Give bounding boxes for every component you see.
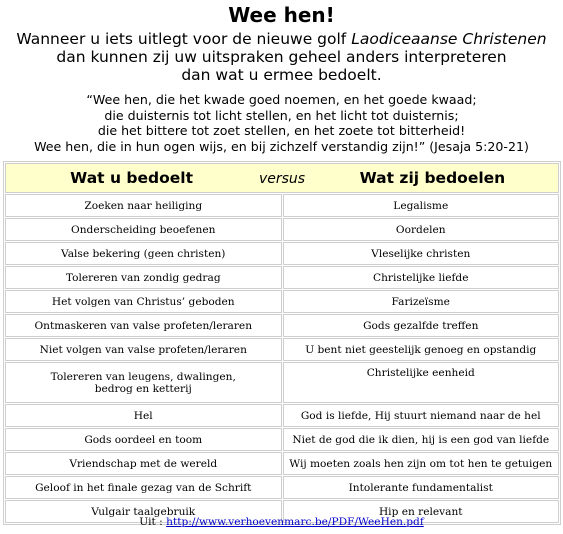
table-row [5,290,559,313]
left-cell: Tolereren van zondig gedrag [5,266,282,289]
left-cell: Vulgair taalgebruik [5,500,282,523]
page-title: Wee hen! [228,3,335,27]
table-row [5,362,559,403]
intro-line-1 [0,30,563,48]
left-cell: Hel [5,404,282,427]
table-row [5,218,559,241]
right-cell: Legalisme [283,194,560,217]
table-row [5,266,559,289]
intro-line-3: dan wat u ermee bedoelt. [181,66,382,84]
right-cell: Hip en relevant [283,500,560,523]
source-label: Uit : [139,516,167,528]
table-row [5,428,559,451]
intro-line-2: dan kunnen zij uw uitspraken geheel anders interpreteren [56,48,507,66]
right-cell: Wij moeten zoals hen zijn om tot hen te getuigen [283,452,560,475]
left-cell-line: Tolereren van leugens, dwalingen, [50,370,236,383]
right-cell: U bent niet geestelijk genoeg en opstandig [283,338,560,361]
table-header-row [5,163,559,193]
table-row [5,194,559,217]
quote-line: Wee hen, die in hun ogen wijs, en bij zichzelf verstandig zijn!” (Jesaja 5:20-21) [34,138,529,154]
intro-line-1-text: Wanneer u iets uitlegt voor de nieuwe golf [16,30,352,48]
left-cell: Zoeken naar heiliging [5,194,282,217]
left-cell: Niet volgen van valse profeten/leraren [5,338,282,361]
right-cell: Intolerante fundamentalist [283,476,560,499]
left-cell: Geloof in het finale gezag van de Schrift [5,476,282,499]
quote-line: die duisternis tot licht stellen, en het licht tot duisternis; [104,107,459,123]
source-link[interactable]: http://www.verhoevenmarc.be/PDF/WeeHen.pdf [166,516,424,528]
quote-line: “Wee hen, die het kwade goed noemen, en het goede kwaad; [86,92,477,107]
source-line [0,516,563,528]
table-row [5,314,559,337]
left-cell: Onderscheiding beoefenen [5,218,282,241]
right-cell: Vleselijke christen [283,242,560,265]
left-cell: Vriendschap met de wereld [5,452,282,475]
quote-line: die het bittere tot zoet stellen, en het zoete tot bitterheid! [97,123,466,138]
right-cell: Christelijke liefde [283,266,560,289]
header-right: Wat zij bedoelen [359,169,506,187]
header-left: Wat u bedoelt [70,169,193,187]
left-cell: Ontmaskeren van valse profeten/leraren [5,314,282,337]
header-versus: versus [258,171,306,187]
intro-paragraph [0,30,563,84]
table-header [5,163,559,193]
table-row [5,338,559,361]
right-cell: Niet de god die ik dien, hij is een god van liefde [283,428,560,451]
bible-quote [0,92,563,154]
intro-line-1-emphasis: Laodiceaanse Christenen [351,30,547,48]
comparison-table [3,161,561,525]
right-cell: God is liefde, Hij stuurt niemand naar de hel [283,404,560,427]
table-row [5,242,559,265]
right-cell: Farizeïsme [283,290,560,313]
table-row [5,404,559,427]
right-cell: Christelijke eenheid [283,362,560,403]
left-cell: Gods oordeel en toom [5,428,282,451]
right-cell: Gods gezalfde treffen [283,314,560,337]
table-row [5,452,559,475]
left-cell: Het volgen van Christus’ geboden [5,290,282,313]
left-cell-line: bedrog en ketterij [94,382,192,395]
right-cell: Oordelen [283,218,560,241]
left-cell: Valse bekering (geen christen) [5,242,282,265]
table-row [5,476,559,499]
left-cell [5,362,282,403]
